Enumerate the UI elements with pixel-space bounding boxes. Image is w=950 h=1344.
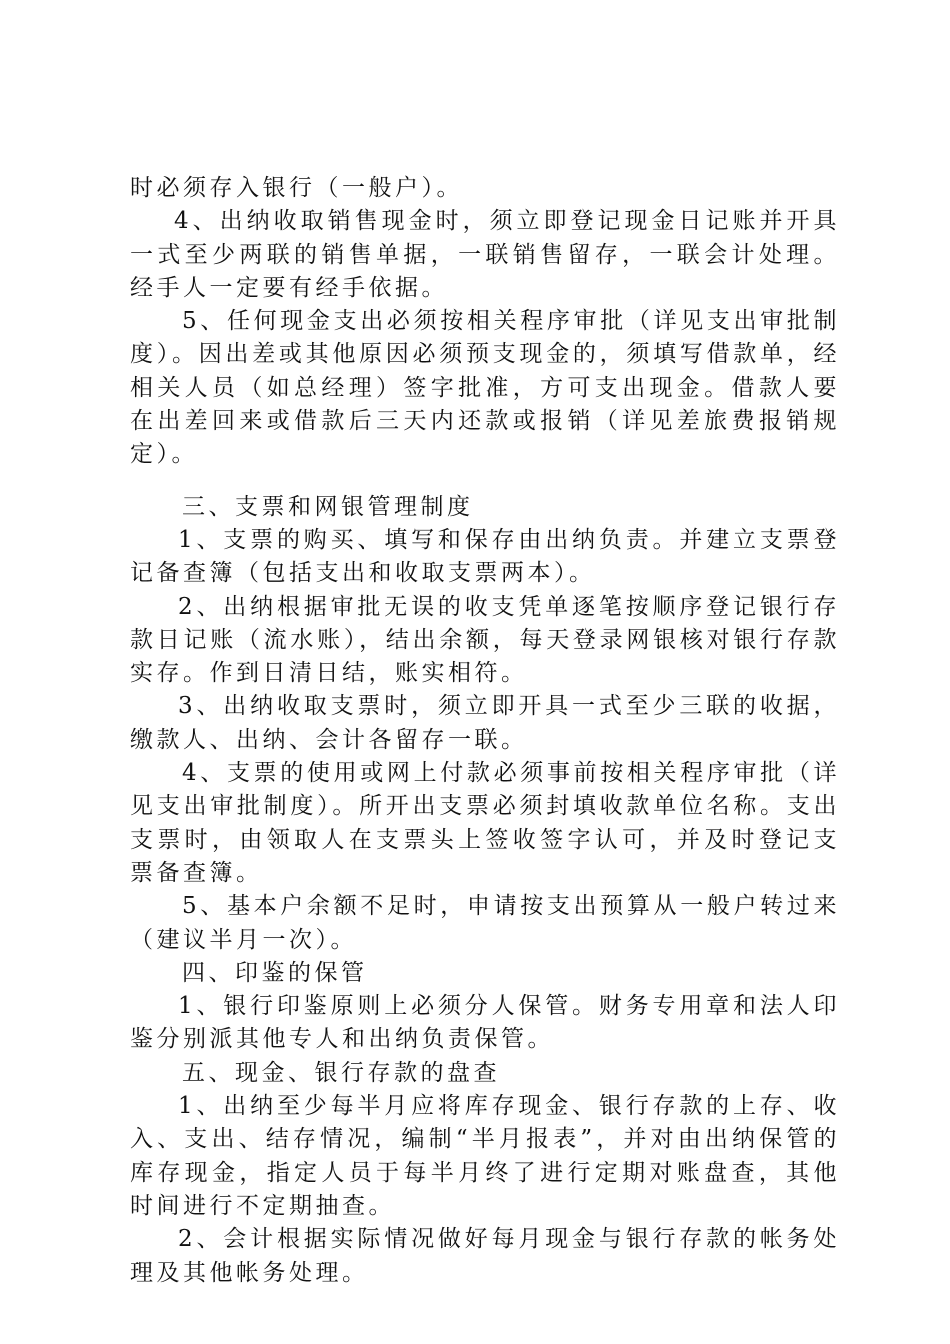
paragraph-check-receipt: 3、出纳收取支票时，须立即开具一式至少三联的收据，缴款人、出纳、会计各留存一联。 xyxy=(130,693,840,753)
document-body xyxy=(130,172,840,1290)
paragraph-bank-journal: 2、出纳根据审批无误的收支凭单逐笔按顺序登记银行存款日记账（流水账），结出余额，每天登录网银核对银行存款实存。作到日清日结，账实相符。 xyxy=(130,593,840,687)
section-heading-check-and-online-banking: 三、支票和网银管理制度 xyxy=(182,493,474,520)
section-heading-cash-audit: 五、现金、银行存款的盘查 xyxy=(182,1059,500,1086)
paragraph-cash-expense: 5、任何现金支出必须按相关程序审批（详见支出审批制度）。因出差或其他原因必须预支现金的，须填写借款单，经相关人员（如总经理）签字批准，方可支出现金。借款人要在出差回来或借款后三天内还款或报销（详见差旅费报销规定）。 xyxy=(130,308,840,468)
paragraph-check-purchase: 1、支票的购买、填写和保存由出纳负责。并建立支票登记备查簿（包括支出和收取支票两本）。 xyxy=(130,526,840,587)
paragraph-check-usage: 4、支票的使用或网上付款必须事前按相关程序审批（详见支出审批制度）。所开出支票必须封填收款单位名称。支出支票时，由领取人在支票头上签收签字认可，并及时登记支票备查簿。 xyxy=(130,760,840,886)
paragraph-monthly-accounting: 2、会计根据实际情况做好每月现金与银行存款的帐务处理及其他帐务处理。 xyxy=(130,1226,840,1286)
section-spacer xyxy=(130,472,840,491)
paragraph-continuation: 时必须存入银行（一般户）。 xyxy=(130,175,463,201)
paragraph-half-month-report: 1、出纳至少每半月应将库存现金、银行存款的上存、收入、支出、结存情况，编制“半月报表”，并对由出纳保管的库存现金，指定人员于每半月终了进行定期对账盘查，其他时间进行不定期抽查。 xyxy=(130,1093,840,1219)
paragraph-account-transfer: 5、基本户余额不足时，申请按支出预算从一般户转过来（建议半月一次）。 xyxy=(130,893,840,953)
paragraph-seal-custody: 1、银行印鉴原则上必须分人保管。财务专用章和法人印鉴分别派其他专人和出纳负责保管。 xyxy=(130,993,840,1053)
paragraph-cash-sales: 4、出纳收取销售现金时，须立即登记现金日记账并开具一式至少两联的销售单据，一联销售留存，一联会计处理。经手人一定要有经手依据。 xyxy=(130,208,840,301)
section-heading-seal-custody: 四、印鉴的保管 xyxy=(182,959,368,986)
